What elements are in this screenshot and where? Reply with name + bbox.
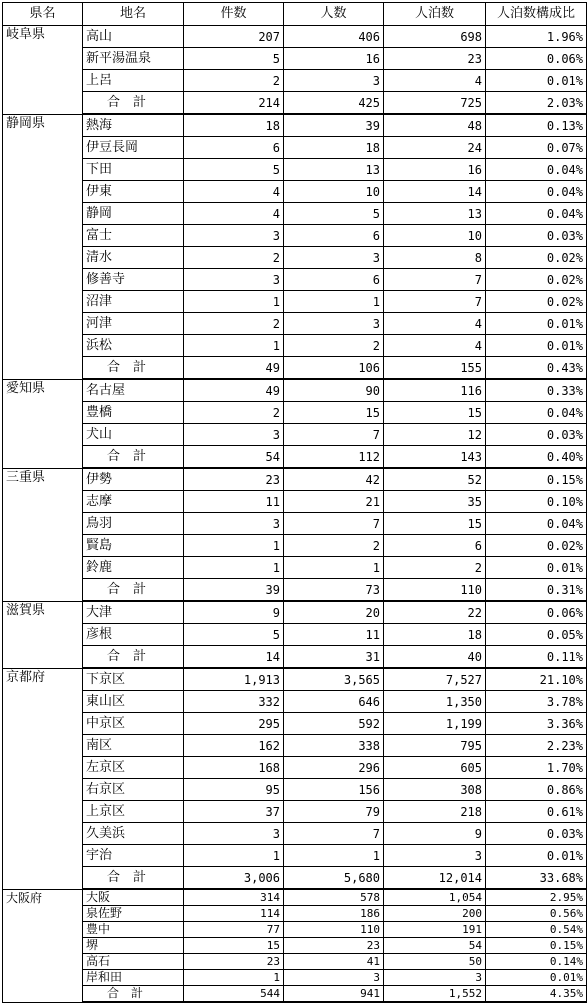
share-cell: 0.05%	[486, 624, 587, 646]
persons-cell: 1	[284, 291, 384, 313]
table-row	[3, 845, 587, 867]
table-row	[3, 889, 587, 906]
persons-cell: 41	[284, 954, 384, 970]
place-name-cell: 彦根	[83, 624, 184, 646]
subtotal-row	[3, 92, 587, 115]
table-row	[3, 801, 587, 823]
persons-cell: 406	[284, 26, 384, 48]
place-name-cell: 東山区	[83, 691, 184, 713]
persons-cell: 1	[284, 557, 384, 579]
person-nights-cell: 13	[384, 203, 486, 225]
persons-cell: 2	[284, 535, 384, 557]
person-nights-cell: 18	[384, 624, 486, 646]
table-row	[3, 269, 587, 291]
cases-cell: 77	[184, 922, 284, 938]
place-name-cell: 高山	[83, 26, 184, 48]
persons-cell: 18	[284, 137, 384, 159]
table-row	[3, 757, 587, 779]
place-name-cell: 久美浜	[83, 823, 184, 845]
person-nights-cell: 16	[384, 159, 486, 181]
subtotal-row	[3, 357, 587, 380]
person-nights-cell: 308	[384, 779, 486, 801]
place-name-cell: 伊東	[83, 181, 184, 203]
cases-cell: 18	[184, 114, 284, 137]
person-nights-cell: 200	[384, 906, 486, 922]
table-row	[3, 491, 587, 513]
share-cell: 0.04%	[486, 159, 587, 181]
share-cell: 0.02%	[486, 269, 587, 291]
place-name-cell: 伊勢	[83, 468, 184, 491]
cases-cell: 23	[184, 468, 284, 491]
cases-cell: 4	[184, 181, 284, 203]
place-name-cell: 静岡	[83, 203, 184, 225]
table-row	[3, 159, 587, 181]
table-row	[3, 624, 587, 646]
subtotal-cases: 14	[184, 646, 284, 669]
persons-cell: 39	[284, 114, 384, 137]
place-name-cell: 犬山	[83, 424, 184, 446]
share-cell: 0.10%	[486, 491, 587, 513]
persons-cell: 16	[284, 48, 384, 70]
subtotal-share: 0.31%	[486, 579, 587, 602]
subtotal-persons: 112	[284, 446, 384, 469]
cases-cell: 2	[184, 402, 284, 424]
person-nights-cell: 8	[384, 247, 486, 269]
table-row	[3, 938, 587, 954]
share-cell: 0.04%	[486, 402, 587, 424]
cases-cell: 207	[184, 26, 284, 48]
table-row	[3, 247, 587, 269]
persons-cell: 3	[284, 313, 384, 335]
share-cell: 0.56%	[486, 906, 587, 922]
cases-cell: 3	[184, 269, 284, 291]
table-row	[3, 114, 587, 137]
share-cell: 0.06%	[486, 601, 587, 624]
header-row	[3, 3, 587, 26]
table-row	[3, 601, 587, 624]
share-cell: 1.96%	[486, 26, 587, 48]
share-cell: 0.07%	[486, 137, 587, 159]
person-nights-cell: 116	[384, 379, 486, 402]
share-cell: 0.01%	[486, 970, 587, 986]
share-cell: 2.23%	[486, 735, 587, 757]
prefecture-cell: 岐阜県	[3, 26, 83, 115]
persons-cell: 11	[284, 624, 384, 646]
person-nights-cell: 7,527	[384, 668, 486, 691]
table-row	[3, 225, 587, 247]
person-nights-cell: 1,199	[384, 713, 486, 735]
person-nights-cell: 3	[384, 970, 486, 986]
cases-cell: 295	[184, 713, 284, 735]
cases-cell: 1	[184, 970, 284, 986]
cases-cell: 3	[184, 513, 284, 535]
share-cell: 0.04%	[486, 203, 587, 225]
table-row	[3, 954, 587, 970]
share-cell: 0.01%	[486, 845, 587, 867]
table-row	[3, 713, 587, 735]
cases-cell: 314	[184, 889, 284, 906]
persons-cell: 156	[284, 779, 384, 801]
table-row	[3, 379, 587, 402]
table-row	[3, 691, 587, 713]
person-nights-cell: 23	[384, 48, 486, 70]
header-prefecture: 県名	[3, 3, 83, 26]
table-row	[3, 291, 587, 313]
persons-cell: 90	[284, 379, 384, 402]
place-name-cell: 下田	[83, 159, 184, 181]
share-cell: 0.02%	[486, 535, 587, 557]
table-row	[3, 424, 587, 446]
person-nights-cell: 698	[384, 26, 486, 48]
share-cell: 0.15%	[486, 938, 587, 954]
person-nights-cell: 3	[384, 845, 486, 867]
subtotal-person-nights: 110	[384, 579, 486, 602]
subtotal-persons: 106	[284, 357, 384, 380]
persons-cell: 578	[284, 889, 384, 906]
place-name-cell: 岸和田	[83, 970, 184, 986]
subtotal-label: 合 計	[83, 92, 184, 115]
persons-cell: 3	[284, 970, 384, 986]
subtotal-share: 0.11%	[486, 646, 587, 669]
persons-cell: 79	[284, 801, 384, 823]
persons-cell: 6	[284, 269, 384, 291]
cases-cell: 4	[184, 203, 284, 225]
person-nights-cell: 4	[384, 313, 486, 335]
persons-cell: 10	[284, 181, 384, 203]
share-cell: 0.04%	[486, 181, 587, 203]
place-name-cell: 大阪	[83, 889, 184, 906]
table-row	[3, 922, 587, 938]
place-name-cell: 浜松	[83, 335, 184, 357]
person-nights-cell: 10	[384, 225, 486, 247]
persons-cell: 20	[284, 601, 384, 624]
prefecture-cell: 静岡県	[3, 114, 83, 379]
place-name-cell: 上呂	[83, 70, 184, 92]
share-cell: 0.61%	[486, 801, 587, 823]
share-cell: 0.03%	[486, 424, 587, 446]
table-row	[3, 823, 587, 845]
cases-cell: 2	[184, 70, 284, 92]
cases-cell: 2	[184, 313, 284, 335]
share-cell: 0.33%	[486, 379, 587, 402]
cases-cell: 1	[184, 291, 284, 313]
cases-cell: 5	[184, 624, 284, 646]
prefecture-cell: 京都府	[3, 668, 83, 889]
place-name-cell: 河津	[83, 313, 184, 335]
subtotal-person-nights: 155	[384, 357, 486, 380]
share-cell: 0.15%	[486, 468, 587, 491]
share-cell: 21.10%	[486, 668, 587, 691]
person-nights-cell: 218	[384, 801, 486, 823]
subtotal-label: 合 計	[83, 646, 184, 669]
place-name-cell: 伊豆長岡	[83, 137, 184, 159]
cases-cell: 1	[184, 535, 284, 557]
cases-cell: 3	[184, 823, 284, 845]
share-cell: 0.01%	[486, 70, 587, 92]
persons-cell: 592	[284, 713, 384, 735]
table-row	[3, 137, 587, 159]
subtotal-label: 合 計	[83, 446, 184, 469]
share-cell: 0.01%	[486, 557, 587, 579]
table-row	[3, 557, 587, 579]
person-nights-cell: 24	[384, 137, 486, 159]
subtotal-person-nights: 1,552	[384, 986, 486, 1003]
place-name-cell: 左京区	[83, 757, 184, 779]
place-name-cell: 上京区	[83, 801, 184, 823]
place-name-cell: 名古屋	[83, 379, 184, 402]
share-cell: 1.70%	[486, 757, 587, 779]
place-name-cell: 宇治	[83, 845, 184, 867]
place-name-cell: 沼津	[83, 291, 184, 313]
subtotal-persons: 941	[284, 986, 384, 1003]
subtotal-persons: 73	[284, 579, 384, 602]
persons-cell: 186	[284, 906, 384, 922]
place-name-cell: 堺	[83, 938, 184, 954]
person-nights-cell: 22	[384, 601, 486, 624]
person-nights-cell: 7	[384, 269, 486, 291]
cases-cell: 5	[184, 48, 284, 70]
persons-cell: 6	[284, 225, 384, 247]
cases-cell: 49	[184, 379, 284, 402]
share-cell: 2.95%	[486, 889, 587, 906]
person-nights-cell: 191	[384, 922, 486, 938]
persons-cell: 296	[284, 757, 384, 779]
table-row	[3, 48, 587, 70]
person-nights-cell: 7	[384, 291, 486, 313]
subtotal-label: 合 計	[83, 357, 184, 380]
header-place: 地名	[83, 3, 184, 26]
cases-cell: 162	[184, 735, 284, 757]
table-body	[3, 26, 587, 1003]
share-cell: 0.86%	[486, 779, 587, 801]
table-row	[3, 970, 587, 986]
cases-cell: 2	[184, 247, 284, 269]
cases-cell: 5	[184, 159, 284, 181]
cases-cell: 1	[184, 845, 284, 867]
persons-cell: 21	[284, 491, 384, 513]
subtotal-share: 0.40%	[486, 446, 587, 469]
cases-cell: 37	[184, 801, 284, 823]
subtotal-label: 合 計	[83, 867, 184, 890]
cases-cell: 3	[184, 424, 284, 446]
subtotal-share: 33.68%	[486, 867, 587, 890]
place-name-cell: 大津	[83, 601, 184, 624]
header-person-nights: 人泊数	[384, 3, 486, 26]
share-cell: 0.06%	[486, 48, 587, 70]
persons-cell: 13	[284, 159, 384, 181]
person-nights-cell: 50	[384, 954, 486, 970]
subtotal-person-nights: 12,014	[384, 867, 486, 890]
persons-cell: 7	[284, 424, 384, 446]
header-cases: 件数	[184, 3, 284, 26]
person-nights-cell: 15	[384, 513, 486, 535]
person-nights-cell: 605	[384, 757, 486, 779]
place-name-cell: 志摩	[83, 491, 184, 513]
cases-cell: 332	[184, 691, 284, 713]
place-name-cell: 鈴鹿	[83, 557, 184, 579]
table-row	[3, 779, 587, 801]
subtotal-share: 0.43%	[486, 357, 587, 380]
person-nights-cell: 14	[384, 181, 486, 203]
persons-cell: 3,565	[284, 668, 384, 691]
subtotal-cases: 214	[184, 92, 284, 115]
cases-cell: 23	[184, 954, 284, 970]
persons-cell: 3	[284, 70, 384, 92]
persons-cell: 5	[284, 203, 384, 225]
cases-cell: 11	[184, 491, 284, 513]
persons-cell: 7	[284, 823, 384, 845]
subtotal-cases: 49	[184, 357, 284, 380]
person-nights-cell: 4	[384, 70, 486, 92]
subtotal-row	[3, 579, 587, 602]
person-nights-cell: 52	[384, 468, 486, 491]
table-row	[3, 335, 587, 357]
share-cell: 0.02%	[486, 247, 587, 269]
cases-cell: 114	[184, 906, 284, 922]
cases-cell: 1	[184, 335, 284, 357]
table-row	[3, 313, 587, 335]
subtotal-cases: 54	[184, 446, 284, 469]
subtotal-person-nights: 143	[384, 446, 486, 469]
table-row	[3, 735, 587, 757]
cases-cell: 9	[184, 601, 284, 624]
persons-cell: 42	[284, 468, 384, 491]
prefecture-cell: 三重県	[3, 468, 83, 601]
place-name-cell: 豊中	[83, 922, 184, 938]
person-nights-cell: 35	[384, 491, 486, 513]
table-row	[3, 70, 587, 92]
cases-cell: 1	[184, 557, 284, 579]
subtotal-share: 2.03%	[486, 92, 587, 115]
persons-cell: 1	[284, 845, 384, 867]
share-cell: 0.02%	[486, 291, 587, 313]
subtotal-row	[3, 646, 587, 669]
place-name-cell: 鳥羽	[83, 513, 184, 535]
share-cell: 3.78%	[486, 691, 587, 713]
table-row	[3, 468, 587, 491]
place-name-cell: 中京区	[83, 713, 184, 735]
place-name-cell: 清水	[83, 247, 184, 269]
table-row	[3, 181, 587, 203]
place-name-cell: 豊橋	[83, 402, 184, 424]
person-nights-cell: 12	[384, 424, 486, 446]
table-row	[3, 203, 587, 225]
person-nights-cell: 48	[384, 114, 486, 137]
person-nights-cell: 54	[384, 938, 486, 954]
header-share: 人泊数構成比	[486, 3, 587, 26]
person-nights-cell: 15	[384, 402, 486, 424]
table-row	[3, 26, 587, 48]
prefecture-cell: 滋賀県	[3, 601, 83, 668]
share-cell: 0.14%	[486, 954, 587, 970]
place-name-cell: 熱海	[83, 114, 184, 137]
cases-cell: 3	[184, 225, 284, 247]
persons-cell: 2	[284, 335, 384, 357]
share-cell: 0.04%	[486, 513, 587, 535]
subtotal-person-nights: 725	[384, 92, 486, 115]
cases-cell: 6	[184, 137, 284, 159]
subtotal-row	[3, 867, 587, 890]
table-row	[3, 535, 587, 557]
place-name-cell: 新平湯温泉	[83, 48, 184, 70]
place-name-cell: 富士	[83, 225, 184, 247]
subtotal-persons: 5,680	[284, 867, 384, 890]
persons-cell: 15	[284, 402, 384, 424]
cases-cell: 15	[184, 938, 284, 954]
person-nights-cell: 4	[384, 335, 486, 357]
cases-cell: 1,913	[184, 668, 284, 691]
person-nights-cell: 2	[384, 557, 486, 579]
subtotal-persons: 425	[284, 92, 384, 115]
prefecture-cell: 大阪府	[3, 889, 83, 1002]
cases-cell: 168	[184, 757, 284, 779]
person-nights-cell: 6	[384, 535, 486, 557]
share-cell: 0.01%	[486, 335, 587, 357]
share-cell: 3.36%	[486, 713, 587, 735]
subtotal-label: 合 計	[83, 579, 184, 602]
share-cell: 0.13%	[486, 114, 587, 137]
share-cell: 0.01%	[486, 313, 587, 335]
place-name-cell: 南区	[83, 735, 184, 757]
subtotal-cases: 3,006	[184, 867, 284, 890]
subtotal-share: 4.35%	[486, 986, 587, 1003]
persons-cell: 7	[284, 513, 384, 535]
place-name-cell: 賢島	[83, 535, 184, 557]
share-cell: 0.03%	[486, 225, 587, 247]
table-row	[3, 906, 587, 922]
prefecture-cell: 愛知県	[3, 379, 83, 468]
table-row	[3, 513, 587, 535]
person-nights-cell: 1,350	[384, 691, 486, 713]
persons-cell: 338	[284, 735, 384, 757]
subtotal-person-nights: 40	[384, 646, 486, 669]
person-nights-cell: 795	[384, 735, 486, 757]
person-nights-cell: 9	[384, 823, 486, 845]
persons-cell: 3	[284, 247, 384, 269]
share-cell: 0.54%	[486, 922, 587, 938]
place-name-cell: 右京区	[83, 779, 184, 801]
table-row	[3, 402, 587, 424]
share-cell: 0.03%	[486, 823, 587, 845]
place-name-cell: 下京区	[83, 668, 184, 691]
accommodation-table	[2, 2, 587, 1003]
header-persons: 人数	[284, 3, 384, 26]
cases-cell: 95	[184, 779, 284, 801]
persons-cell: 110	[284, 922, 384, 938]
table-row	[3, 668, 587, 691]
place-name-cell: 修善寺	[83, 269, 184, 291]
subtotal-row	[3, 986, 587, 1003]
subtotal-persons: 31	[284, 646, 384, 669]
subtotal-row	[3, 446, 587, 469]
persons-cell: 646	[284, 691, 384, 713]
person-nights-cell: 1,054	[384, 889, 486, 906]
place-name-cell: 高石	[83, 954, 184, 970]
persons-cell: 23	[284, 938, 384, 954]
subtotal-label: 合 計	[83, 986, 184, 1003]
place-name-cell: 泉佐野	[83, 906, 184, 922]
subtotal-cases: 39	[184, 579, 284, 602]
subtotal-cases: 544	[184, 986, 284, 1003]
